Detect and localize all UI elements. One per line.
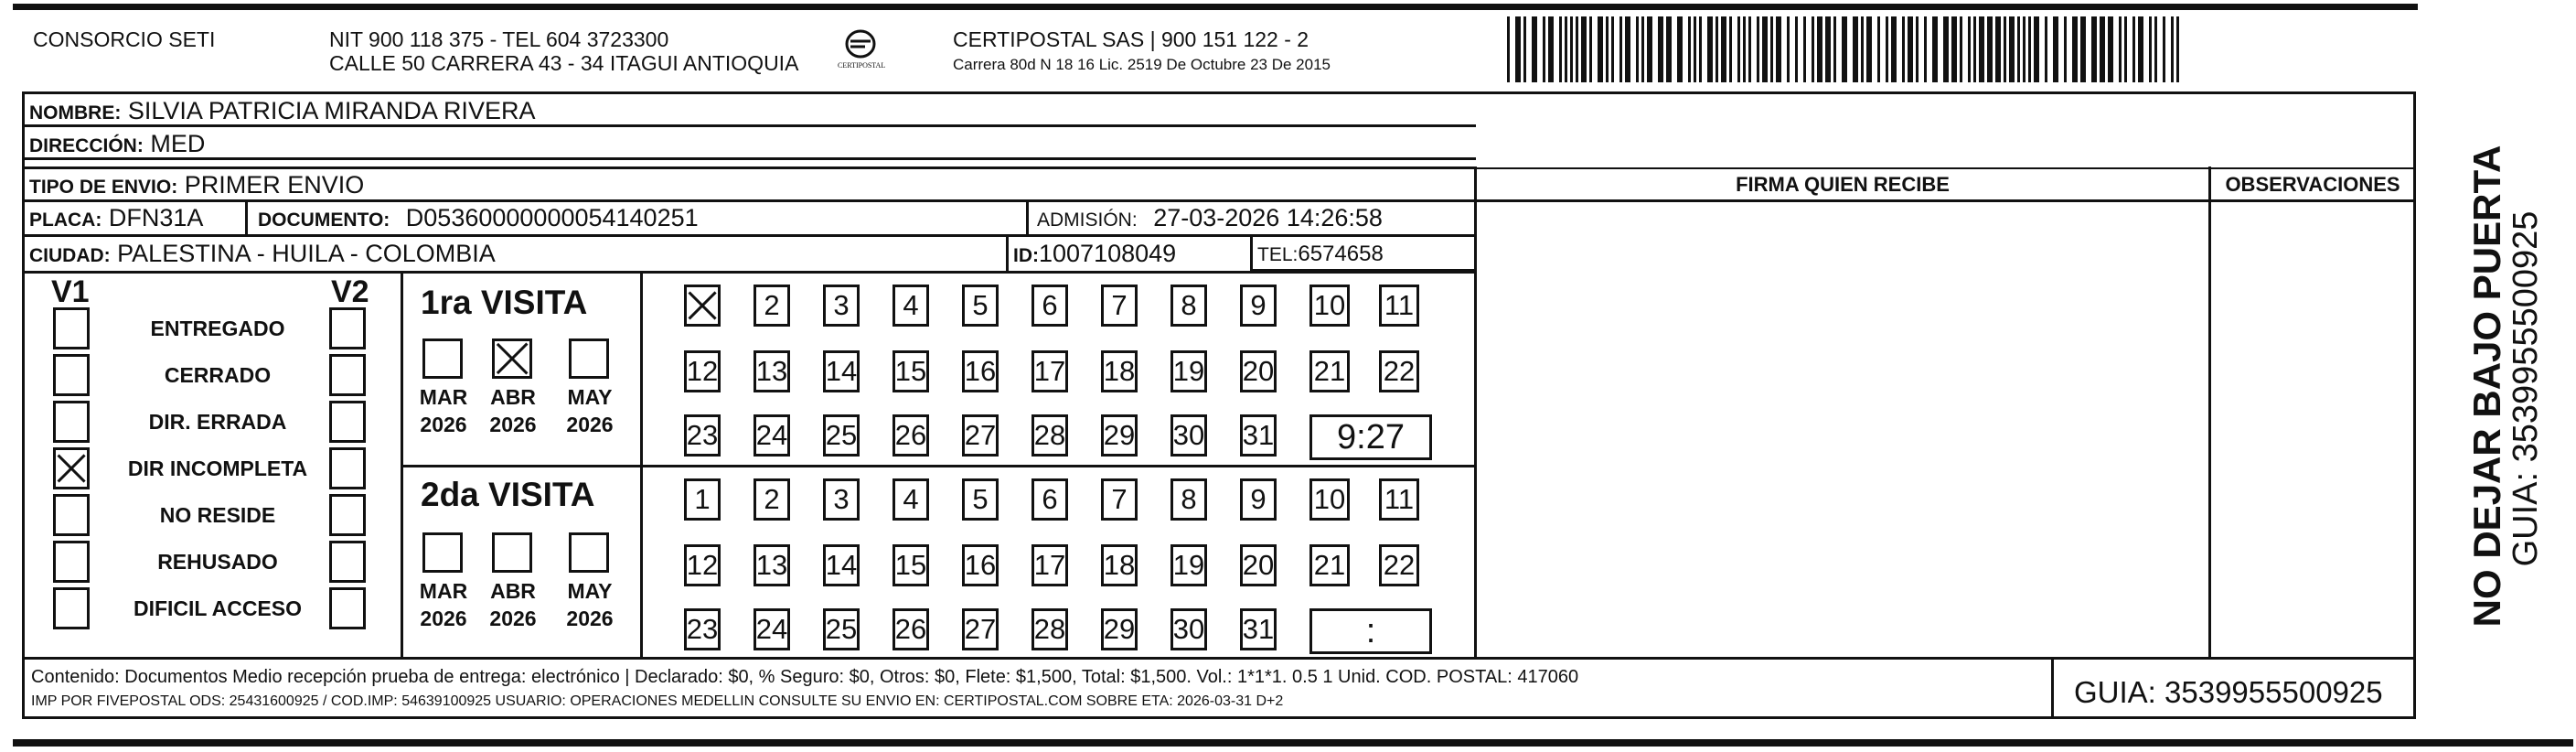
status-label: NO RESIDE [159,503,276,527]
visit1-day-box[interactable]: 10 [1309,285,1350,327]
visit2-month-year: 2026 [566,607,614,630]
visit2-day-box[interactable]: 7 [1101,478,1138,521]
nombre-row [29,99,535,124]
footer-guia: GUIA: 3539955500925 [2074,675,2383,709]
visit2-day-box[interactable]: 1 [684,478,721,521]
license-line: Carrera 80d N 18 16 Lic. 2519 De Octubre 23 De 2015 [953,56,1331,73]
visit1-day-box[interactable]: 8 [1170,285,1207,327]
status-label: ENTREGADO [150,317,285,340]
tipo-label: TIPO DE ENVIO: [29,177,178,198]
visit2-day-box[interactable]: 4 [893,478,929,521]
visit2-day-box[interactable]: 13 [754,544,790,586]
company-name: CONSORCIO SETI [33,27,216,51]
status-v1-checkbox[interactable] [53,494,90,536]
visit2-day-box[interactable]: 5 [962,478,999,521]
visit2-day-box[interactable]: 23 [684,608,721,650]
visit2-day-box[interactable]: 21 [1309,544,1350,586]
visit2-day-box[interactable]: 24 [754,608,790,650]
visit1-day-box[interactable]: 5 [962,285,999,327]
admision-row [1037,206,1383,231]
visit1-day-box[interactable]: 19 [1170,350,1207,392]
footer-line2: IMP POR FIVEPOSTAL ODS: 25431600925 / COD.IMP: 54639100925 USUARIO: OPERACIONES MEDELLIN CONSULTE SU ENVIO EN: CERTIPOSTAL.COM SOBRE ETA: 2026-03-31 D+2 [31,693,1284,709]
visit1-month-checkbox[interactable] [569,338,609,379]
visit2-day-box[interactable]: 15 [893,544,929,586]
visit1-time-box[interactable]: 9:27 [1309,414,1432,460]
barcode [1507,16,2193,82]
visit1-day-box[interactable]: 31 [1240,414,1277,457]
visit2-day-box[interactable]: 20 [1240,544,1277,586]
observaciones-header: OBSERVACIONES [2225,173,2400,196]
ciudad-row [29,242,496,266]
address-line: CALLE 50 CARRERA 43 - 34 ITAGUI ANTIOQUIA [329,51,799,75]
certipostal-line: CERTIPOSTAL SAS | 900 151 122 - 2 [953,27,1309,51]
status-v2-checkbox[interactable] [329,494,366,536]
status-v1-checkbox[interactable] [53,541,90,583]
placa-row [29,206,203,231]
status-label: DIFICIL ACCESO [133,596,302,620]
status-v1-checkbox[interactable] [53,587,90,629]
visit1-day-box[interactable]: 4 [893,285,929,327]
visit1-day-box[interactable]: 23 [684,414,721,457]
visit2-day-box[interactable]: 22 [1379,544,1419,586]
visit2-day-box[interactable]: 28 [1031,608,1068,650]
nombre-value: SILVIA PATRICIA MIRANDA RIVERA [127,97,536,124]
id-value: 1007108049 [1039,240,1177,267]
tipo-value: PRIMER ENVIO [184,171,365,199]
visit2-day-box[interactable]: 25 [823,608,860,650]
tipo-row [29,173,364,198]
visit1-day-box[interactable]: 7 [1101,285,1138,327]
visit2-day-box[interactable]: 3 [823,478,860,521]
visit2-day-box[interactable]: 27 [962,608,999,650]
side-warning: NO DEJAR BAJO PUERTA [2465,145,2508,628]
visit2-day-box[interactable]: 10 [1309,478,1350,521]
visit2-day-box[interactable]: 29 [1101,608,1138,650]
status-label: REHUSADO [157,550,278,574]
visit1-day-box[interactable]: 2 [754,285,790,327]
visit2-day-box[interactable]: 18 [1101,544,1138,586]
visit1-day-box[interactable]: 24 [754,414,790,457]
visit1-day-box[interactable]: 26 [893,414,929,457]
visit2-month-checkbox[interactable] [422,532,463,573]
visit1-day-box[interactable]: 12 [684,350,721,392]
visit2-month-label: MAR [419,579,468,603]
documento-row [258,206,699,231]
visit1-day-box[interactable]: 18 [1101,350,1138,392]
status-v2-checkbox[interactable] [329,587,366,629]
visit1-day-box[interactable]: 14 [823,350,860,392]
placa-value: DFN31A [108,204,204,231]
visit1-month-label: ABR [490,385,536,409]
ciudad-label: CIUDAD: [29,245,111,266]
bottom-border [13,739,2573,747]
visit1-day-box[interactable]: 9 [1240,285,1277,327]
admision-label: ADMISIÓN: [1037,209,1138,231]
status-v1-checkbox[interactable] [53,401,90,443]
visit1-day-box[interactable]: 15 [893,350,929,392]
status-v2-checkbox[interactable] [329,541,366,583]
status-label: CERRADO [164,363,272,387]
top-border [13,4,2418,10]
visit2-day-box[interactable]: 2 [754,478,790,521]
visit1-day-box[interactable]: 27 [962,414,999,457]
visit2-day-box[interactable]: 17 [1031,544,1068,586]
visit2-title: 2da VISITA [421,476,595,513]
v1-label: V1 [51,274,90,309]
visit1-month-year: 2026 [489,413,537,436]
status-v2-checkbox[interactable] [329,307,366,349]
visit2-month-label: ABR [490,579,536,603]
visit1-day-box[interactable]: 16 [962,350,999,392]
visit2-day-box[interactable]: 11 [1379,478,1419,521]
visit1-title: 1ra VISITA [421,284,588,321]
status-v2-checkbox[interactable] [329,447,366,489]
visit2-month-year: 2026 [420,607,467,630]
visit2-day-box[interactable]: 9 [1240,478,1277,521]
visit1-day-box[interactable]: 21 [1309,350,1350,392]
visit1-day-box[interactable]: 20 [1240,350,1277,392]
visit1-day-box[interactable]: 29 [1101,414,1138,457]
visit1-month-year: 2026 [420,413,467,436]
visit1-month-label: MAY [567,385,613,409]
visit1-day-box[interactable]: 30 [1170,414,1207,457]
visit2-day-box[interactable]: 19 [1170,544,1207,586]
visit2-day-box[interactable]: 31 [1240,608,1277,650]
visit1-day-box[interactable]: 17 [1031,350,1068,392]
visit1-day-box[interactable]: 28 [1031,414,1068,457]
visit2-day-box[interactable]: 30 [1170,608,1207,650]
visit2-day-box[interactable]: 8 [1170,478,1207,521]
visit2-day-box[interactable]: 14 [823,544,860,586]
visit2-day-box[interactable]: 16 [962,544,999,586]
visit1-day-box[interactable] [684,285,721,327]
visit2-month-checkbox[interactable] [492,532,532,573]
visit1-month-checkbox[interactable] [422,338,463,379]
visit1-month-year: 2026 [566,413,614,436]
admision-value: 27-03-2026 14:26:58 [1153,204,1383,231]
tel-label: TEL: [1257,244,1299,265]
visit1-day-box[interactable]: 13 [754,350,790,392]
status-v2-checkbox[interactable] [329,401,366,443]
certipostal-logo: CERTIPOSTAL [828,26,893,77]
visit1-day-box[interactable]: 25 [823,414,860,457]
visit1-day-box[interactable]: 22 [1379,350,1419,392]
firma-header: FIRMA QUIEN RECIBE [1736,173,1950,196]
placa-label: PLACA: [29,209,102,231]
direccion-value: MED [150,130,206,157]
footer-line1: Contenido: Documentos Medio recepción prueba de entrega: electrónico | Declarado: $0, % Seguro: $0, Otros: $0, Flete: $1,500, Total: $1,500. Vol.: 1*1*1. 0.5 1 Unid. COD. POSTAL: 417060 [31,667,1579,687]
side-guia: GUIA: 3539955500925 [2507,210,2545,567]
nombre-label: NOMBRE: [29,102,122,124]
v2-label: V2 [331,274,369,309]
direccion-label: DIRECCIÓN: [29,135,144,156]
ciudad-value: PALESTINA - HUILA - COLOMBIA [117,240,496,267]
tel-value: 6574658 [1298,242,1384,266]
visit2-day-box[interactable]: 26 [893,608,929,650]
id-label: ID: [1013,245,1039,266]
visit2-day-box[interactable]: 12 [684,544,721,586]
visit1-day-box[interactable]: 3 [823,285,860,327]
visit1-day-box[interactable]: 6 [1031,285,1068,327]
id-row [1013,242,1176,266]
documento-label: DOCUMENTO: [258,209,390,231]
visit2-month-label: MAY [567,579,613,603]
status-label: DIR. ERRADA [148,410,287,434]
visit1-day-box[interactable]: 11 [1379,285,1419,327]
status-v1-checkbox[interactable] [53,307,90,349]
documento-value: D05360000000054140251 [405,204,699,231]
nit-line: NIT 900 118 375 - TEL 604 3723300 [329,27,669,51]
visit2-day-box[interactable]: 6 [1031,478,1068,521]
tel-row [1257,243,1384,265]
visit1-month-checkbox[interactable] [492,338,532,379]
visit2-time-box[interactable]: : [1309,608,1432,654]
visit2-month-year: 2026 [489,607,537,630]
visit1-month-label: MAR [419,385,468,409]
status-v1-checkbox[interactable] [53,447,90,489]
direccion-row [29,132,205,156]
visit2-month-checkbox[interactable] [569,532,609,573]
status-label: DIR INCOMPLETA [127,457,308,480]
status-v1-checkbox[interactable] [53,354,90,396]
status-v2-checkbox[interactable] [329,354,366,396]
